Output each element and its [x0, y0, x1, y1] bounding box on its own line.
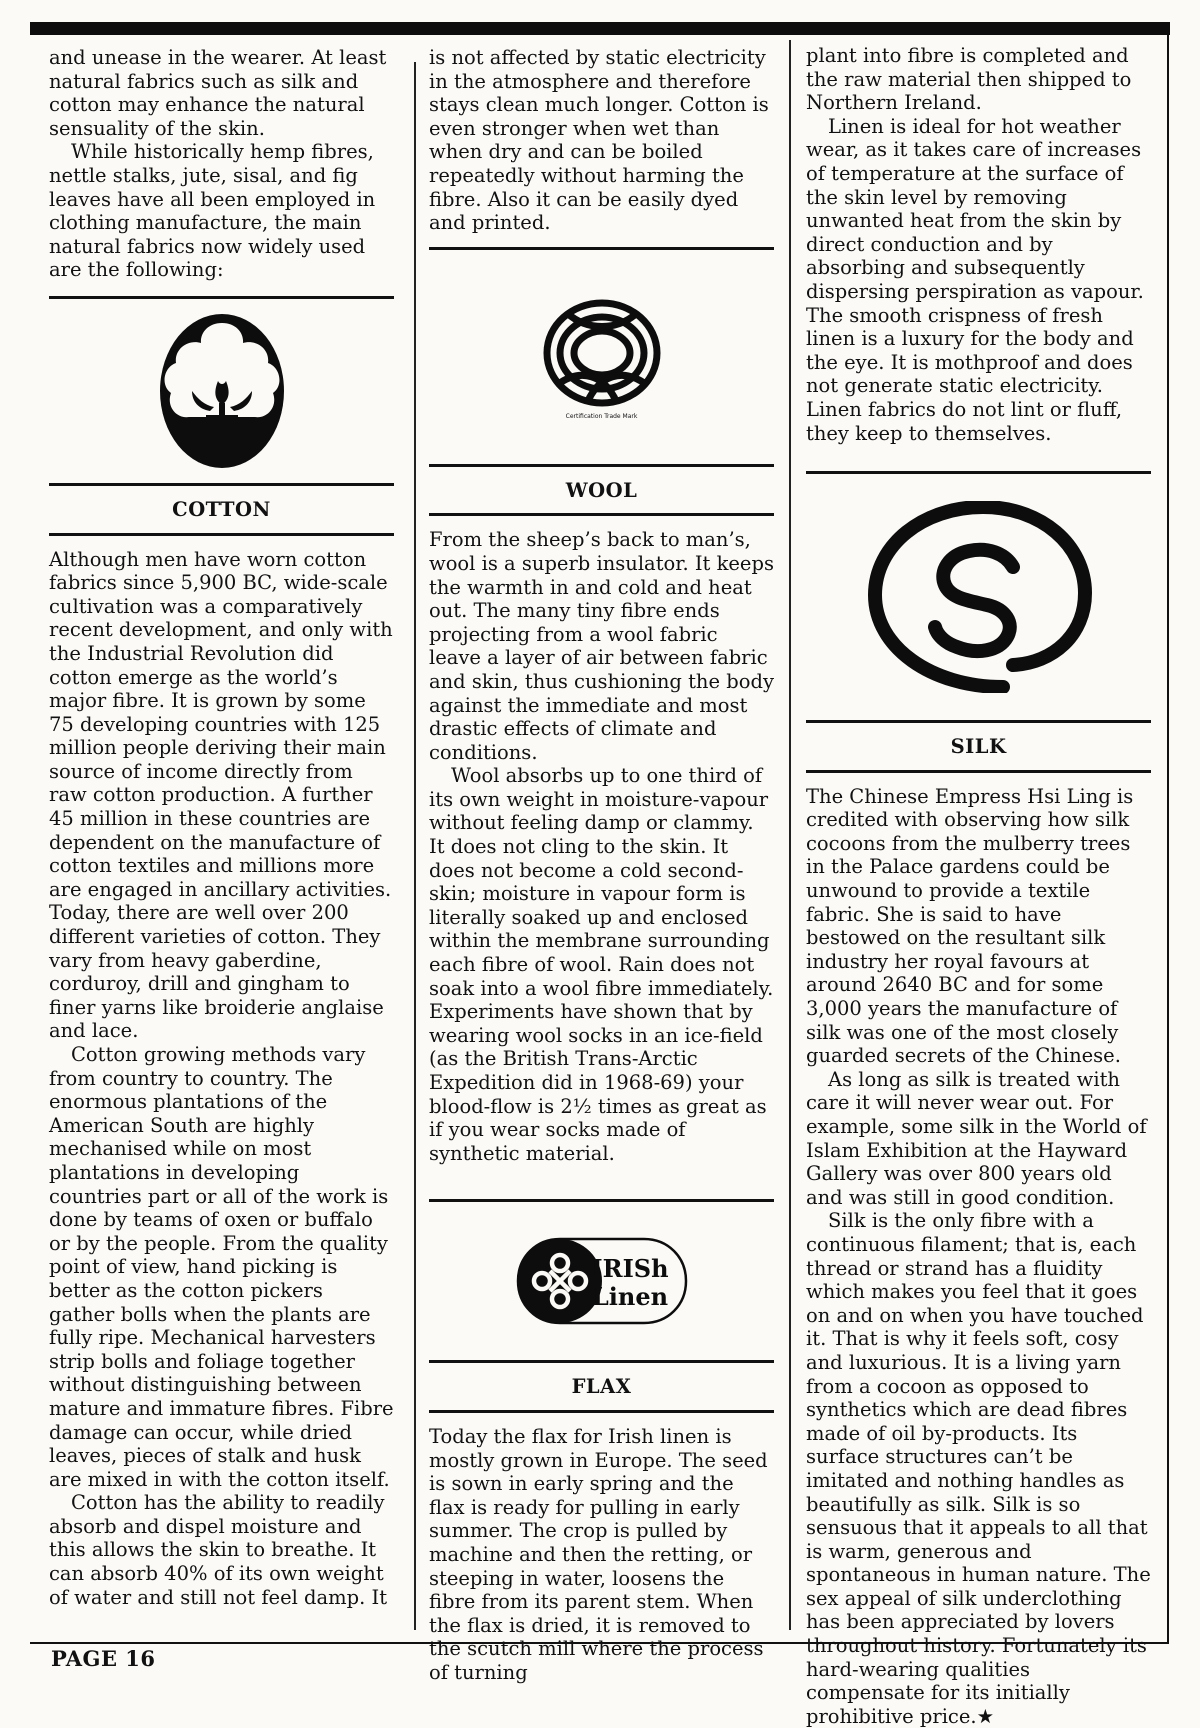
cotton-logo — [49, 299, 394, 483]
top-rule — [30, 22, 1170, 35]
cotton-paragraph-3: Cotton has the ability to readily absorb and dispel moisture and this allows the skin to breathe. It can absorb 40% of its own weight of water and still not feel damp. It — [49, 1491, 388, 1609]
flax-heading: FLAX — [571, 1375, 632, 1399]
woolmark-icon — [537, 293, 667, 411]
irish-linen-logo-text-1: IRISh — [590, 1254, 669, 1284]
wool-paragraph-2: Wool absorbs up to one third of its own weight in moisture-vapour without feeling damp or clammy. It does not cling to the skin. It does not become a cold second-skin; moisture in vapour form is literally soaked up and enclosed within the membrane surrounding each fibre of wool. Rain does not soak into a wool fibre immediately. Experiments have shown that by wearing wool socks in an ice-field (as the British Trans-Arctic Expedition did in 1968-69) your blood-flow is 2½ times as great as if you wear socks made of synthetic material. — [429, 764, 774, 1165]
cotton-paragraph-2: Cotton growing methods vary from country to country. The enormous plantations of the American South are highly mechanised while on most plantations in developing countries part or all of the work is done by teams of oxen or buffalo or by the people. From the quality point of view, hand picking is better as the cotton pickers gather bolls when the plants are fully ripe. Mechanical harvesters strip bolls and foliage together without distinguishing between mature and immature fibres. Fibre damage can occur, while dried leaves, pieces of stalk and husk are mixed in with the cotton itself. — [49, 1043, 394, 1491]
rule — [49, 533, 394, 536]
cotton-heading: COTTON — [172, 497, 271, 521]
rule — [429, 1410, 774, 1413]
col1-intro-paragraph-1: and unease in the wearer. At least natural fabrics such as silk and cotton may enhance the natural sensuality of the skin. — [49, 46, 387, 140]
column-1 — [49, 46, 394, 1609]
irish-linen-logo-text-2: Linen — [591, 1282, 668, 1312]
silk-logo — [806, 474, 1151, 720]
col1-intro-paragraph-2: While historically hemp fibres, nettle stalks, jute, sisal, and fig leaves have all been employed in clothing manufacture, the main natural fabrics now widely used are the following: — [49, 140, 376, 282]
cotton-boll-icon — [158, 311, 286, 471]
rule — [806, 770, 1151, 773]
flax-paragraph-1: Today the flax for Irish linen is mostly grown in Europe. The seed is sown in early spring and the flax is ready for pulling in early summer. The crop is pulled by machine and then the retting, or steeping in water, loosens the fibre from its parent stem. When the flax is dried, it is removed to the scutch mill where the process of turning — [429, 1424, 768, 1684]
silk-paragraph-2: As long as silk is treated with care it will never wear out. For example, some silk in the World of Islam Exhibition at the Hayward Gallery was over 800 years old and was still in good condition. — [806, 1067, 1147, 1209]
woolmark-logo — [429, 250, 774, 464]
silk-heading: SILK — [950, 735, 1007, 759]
wool-heading: WOOL — [565, 478, 638, 502]
col2-intro-paragraph: is not affected by static electricity in the atmosphere and therefore stays clean much longer. Cotton is even stronger when wet than when dry and can be boiled repeatedly without harming the fibre. Also it can be easily dyed and printed. — [429, 46, 769, 235]
irish-linen-knot-icon — [514, 1235, 690, 1327]
col3-intro-paragraph-2: Linen is ideal for hot weather wear, as it takes care of increases of temperature at the surface of the skin level by removing unwanted heat from the skin by direct conduction and by absorbing and subsequently dispersing perspiration as vapour. The smooth crispness of fresh linen is a luxury for the body and the eye. It is mothproof and does not generate static electricity. Linen fabrics do not lint or fluff, they keep to themselves. — [806, 114, 1144, 445]
page-number: PAGE 16 — [51, 1646, 156, 1671]
cotton-paragraph-1: Although men have worn cotton fabrics since 5,900 BC, wide-scale cultivation was a comparatively recent development, and only with the Industrial Revolution did cotton emerge as the world’s major fibre. It is grown by some 75 developing countries with 125 million people deriving their main source of income directly from raw cotton production. A further 45 million in these countries are dependent on the manufacture of cotton textiles and millions more are engaged in ancillary activities. Today, there are well over 200 different varieties of cotton. They vary from heavy gaberdine, corduroy, drill and gingham to finer yarns like broiderie anglaise and lace. — [49, 547, 393, 1043]
column-2 — [429, 46, 774, 1685]
silk-paragraph-3: Silk is the only fibre with a continuous filament; that is, each thread or strand has a fluidity which makes you feel that it goes on and on when you have touched it. That is why it feels soft, cosy and luxurious. It is a living yarn from a cocoon as opposed to synthetics which are dead fibres made of oil by-products. Its surface structures can’t be imitated and nothing handles as beautifully as silk. Silk is so sensuous that it appeals to all that is warm, generous and spontaneous in human nature. The sex appeal of silk underclothing has been appreciated by lovers throughout history. Fortunately its hard-wearing qualities compensate for its initially prohibitive price.★ — [806, 1209, 1151, 1728]
column-divider-2 — [789, 40, 791, 1630]
rule — [429, 513, 774, 516]
column-divider-1 — [414, 62, 416, 1630]
column-3 — [806, 44, 1151, 1728]
wool-paragraph-1: From the sheep’s back to man’s, wool is a superb insulator. It keeps the warmth in and cold and heat out. The many tiny fibre ends projecting from a wool fabric leave a layer of air between fabric and skin, thus cushioning the body against the immediate and most drastic effects of climate and conditions. — [429, 528, 774, 764]
col3-intro-paragraph-1: plant into fibre is completed and the raw material then shipped to Northern Ireland. — [806, 44, 1132, 115]
woolmark-caption: Certification Trade Mark — [565, 412, 638, 420]
irish-linen-logo — [429, 1202, 774, 1360]
silk-paragraph-1: The Chinese Empress Hsi Ling is credited with observing how silk cocoons from the mulberry trees in the Palace gardens could be unwound to provide a textile fabric. She is said to have bestowed on the resultant silk industry her royal favours at around 2640 BC and for some 3,000 years the manufacture of silk was one of the most closely guarded secrets of the Chinese. — [806, 784, 1134, 1068]
silk-s-mark-icon — [863, 501, 1095, 693]
